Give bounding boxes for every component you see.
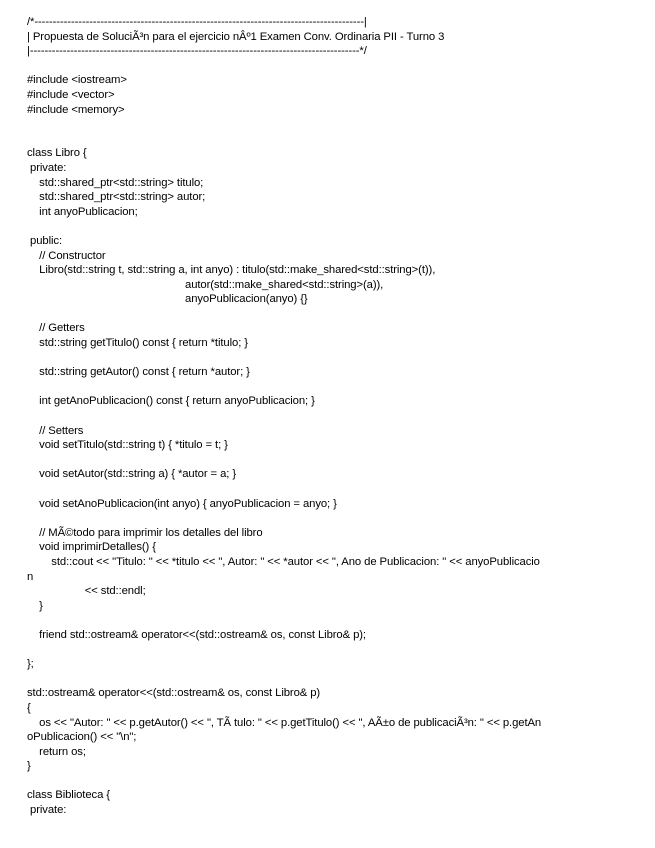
code-line: #include <vector> bbox=[27, 88, 115, 101]
code-line: void setAutor(std::string a) { *autor = a; } bbox=[27, 468, 237, 481]
code-line: // Constructor bbox=[27, 249, 106, 262]
code-line: << std::endl; bbox=[27, 585, 146, 598]
code-line: #include <iostream> bbox=[27, 74, 127, 87]
code-line: void setTitulo(std::string t) { *titulo = t; } bbox=[27, 439, 228, 452]
code-line: std::ostream& operator<<(std::ostream& os, const Libro& p) bbox=[27, 687, 321, 700]
code-document bbox=[27, 15, 642, 818]
code-line: return os; bbox=[27, 745, 86, 758]
code-line bbox=[27, 219, 642, 234]
code-line: int getAnoPublicacion() const { return anyoPublicacion; } bbox=[27, 395, 315, 408]
code-line bbox=[27, 59, 642, 74]
code-line bbox=[27, 117, 642, 132]
code-line: std::shared_ptr<std::string> autor; bbox=[27, 191, 206, 204]
code-line: } bbox=[27, 760, 31, 773]
code-line: #include <memory> bbox=[27, 103, 125, 116]
code-line: | Propuesta de SoluciÃ³n para el ejercicio nÂº1 Examen Conv. Ordinaria PII - Turno 3 bbox=[27, 30, 445, 43]
code-line bbox=[27, 643, 642, 658]
code-line: Libro(std::string t, std::string a, int anyo) : titulo(std::make_shared<std::string>(t)), bbox=[27, 264, 436, 277]
code-line: private: bbox=[27, 804, 67, 817]
code-line: n bbox=[27, 570, 34, 583]
code-line bbox=[27, 613, 642, 628]
code-line: public: bbox=[27, 234, 62, 247]
code-line bbox=[27, 672, 642, 687]
code-line: // MÃ©todo para imprimir los detalles del libro bbox=[27, 526, 263, 539]
code-line: }; bbox=[27, 658, 34, 671]
code-line: class Biblioteca { bbox=[27, 789, 110, 802]
code-line: class Libro { bbox=[27, 147, 87, 160]
code-line bbox=[27, 511, 642, 526]
code-line: |------------------------------------------------------------------------------------------*/ bbox=[27, 45, 367, 58]
code-line: int anyoPublicacion; bbox=[27, 205, 138, 218]
code-line: void imprimirDetalles() { bbox=[27, 541, 156, 554]
code-line: std::string getTitulo() const { return *titulo; } bbox=[27, 337, 248, 350]
code-line: } bbox=[27, 599, 43, 612]
code-line: anyoPublicacion(anyo) {} bbox=[27, 293, 308, 306]
code-line: void setAnoPublicacion(int anyo) { anyoPublicacion = anyo; } bbox=[27, 497, 337, 510]
code-line: { bbox=[27, 701, 31, 714]
code-line: // Getters bbox=[27, 322, 85, 335]
code-line bbox=[27, 774, 642, 789]
code-line bbox=[27, 482, 642, 497]
code-line bbox=[27, 307, 642, 322]
code-line bbox=[27, 351, 642, 366]
code-line: /*------------------------------------------------------------------------------------------| bbox=[27, 16, 367, 28]
code-line: autor(std::make_shared<std::string>(a)), bbox=[27, 278, 384, 291]
code-line: std::string getAutor() const { return *autor; } bbox=[27, 366, 250, 379]
code-line: std::cout << "Titulo: " << *titulo << ", Autor: " << *autor << ", Ano de Publicacion: " << anyoPublicacio bbox=[27, 555, 540, 568]
code-line: os << "Autor: " << p.getAutor() << ", TÃ tulo: " << p.getTitulo() << ", AÃ±o de publicaciÃ³n: " << p.getAn bbox=[27, 716, 542, 729]
code-line: friend std::ostream& operator<<(std::ostream& os, const Libro& p); bbox=[27, 628, 366, 641]
code-line bbox=[27, 380, 642, 395]
code-line: // Setters bbox=[27, 424, 84, 437]
code-line bbox=[27, 132, 642, 147]
code-line bbox=[27, 453, 642, 468]
code-line: private: bbox=[27, 161, 67, 174]
code-line bbox=[27, 409, 642, 424]
code-line: std::shared_ptr<std::string> titulo; bbox=[27, 176, 204, 189]
code-line: oPublicacion() << "\n"; bbox=[27, 731, 137, 744]
